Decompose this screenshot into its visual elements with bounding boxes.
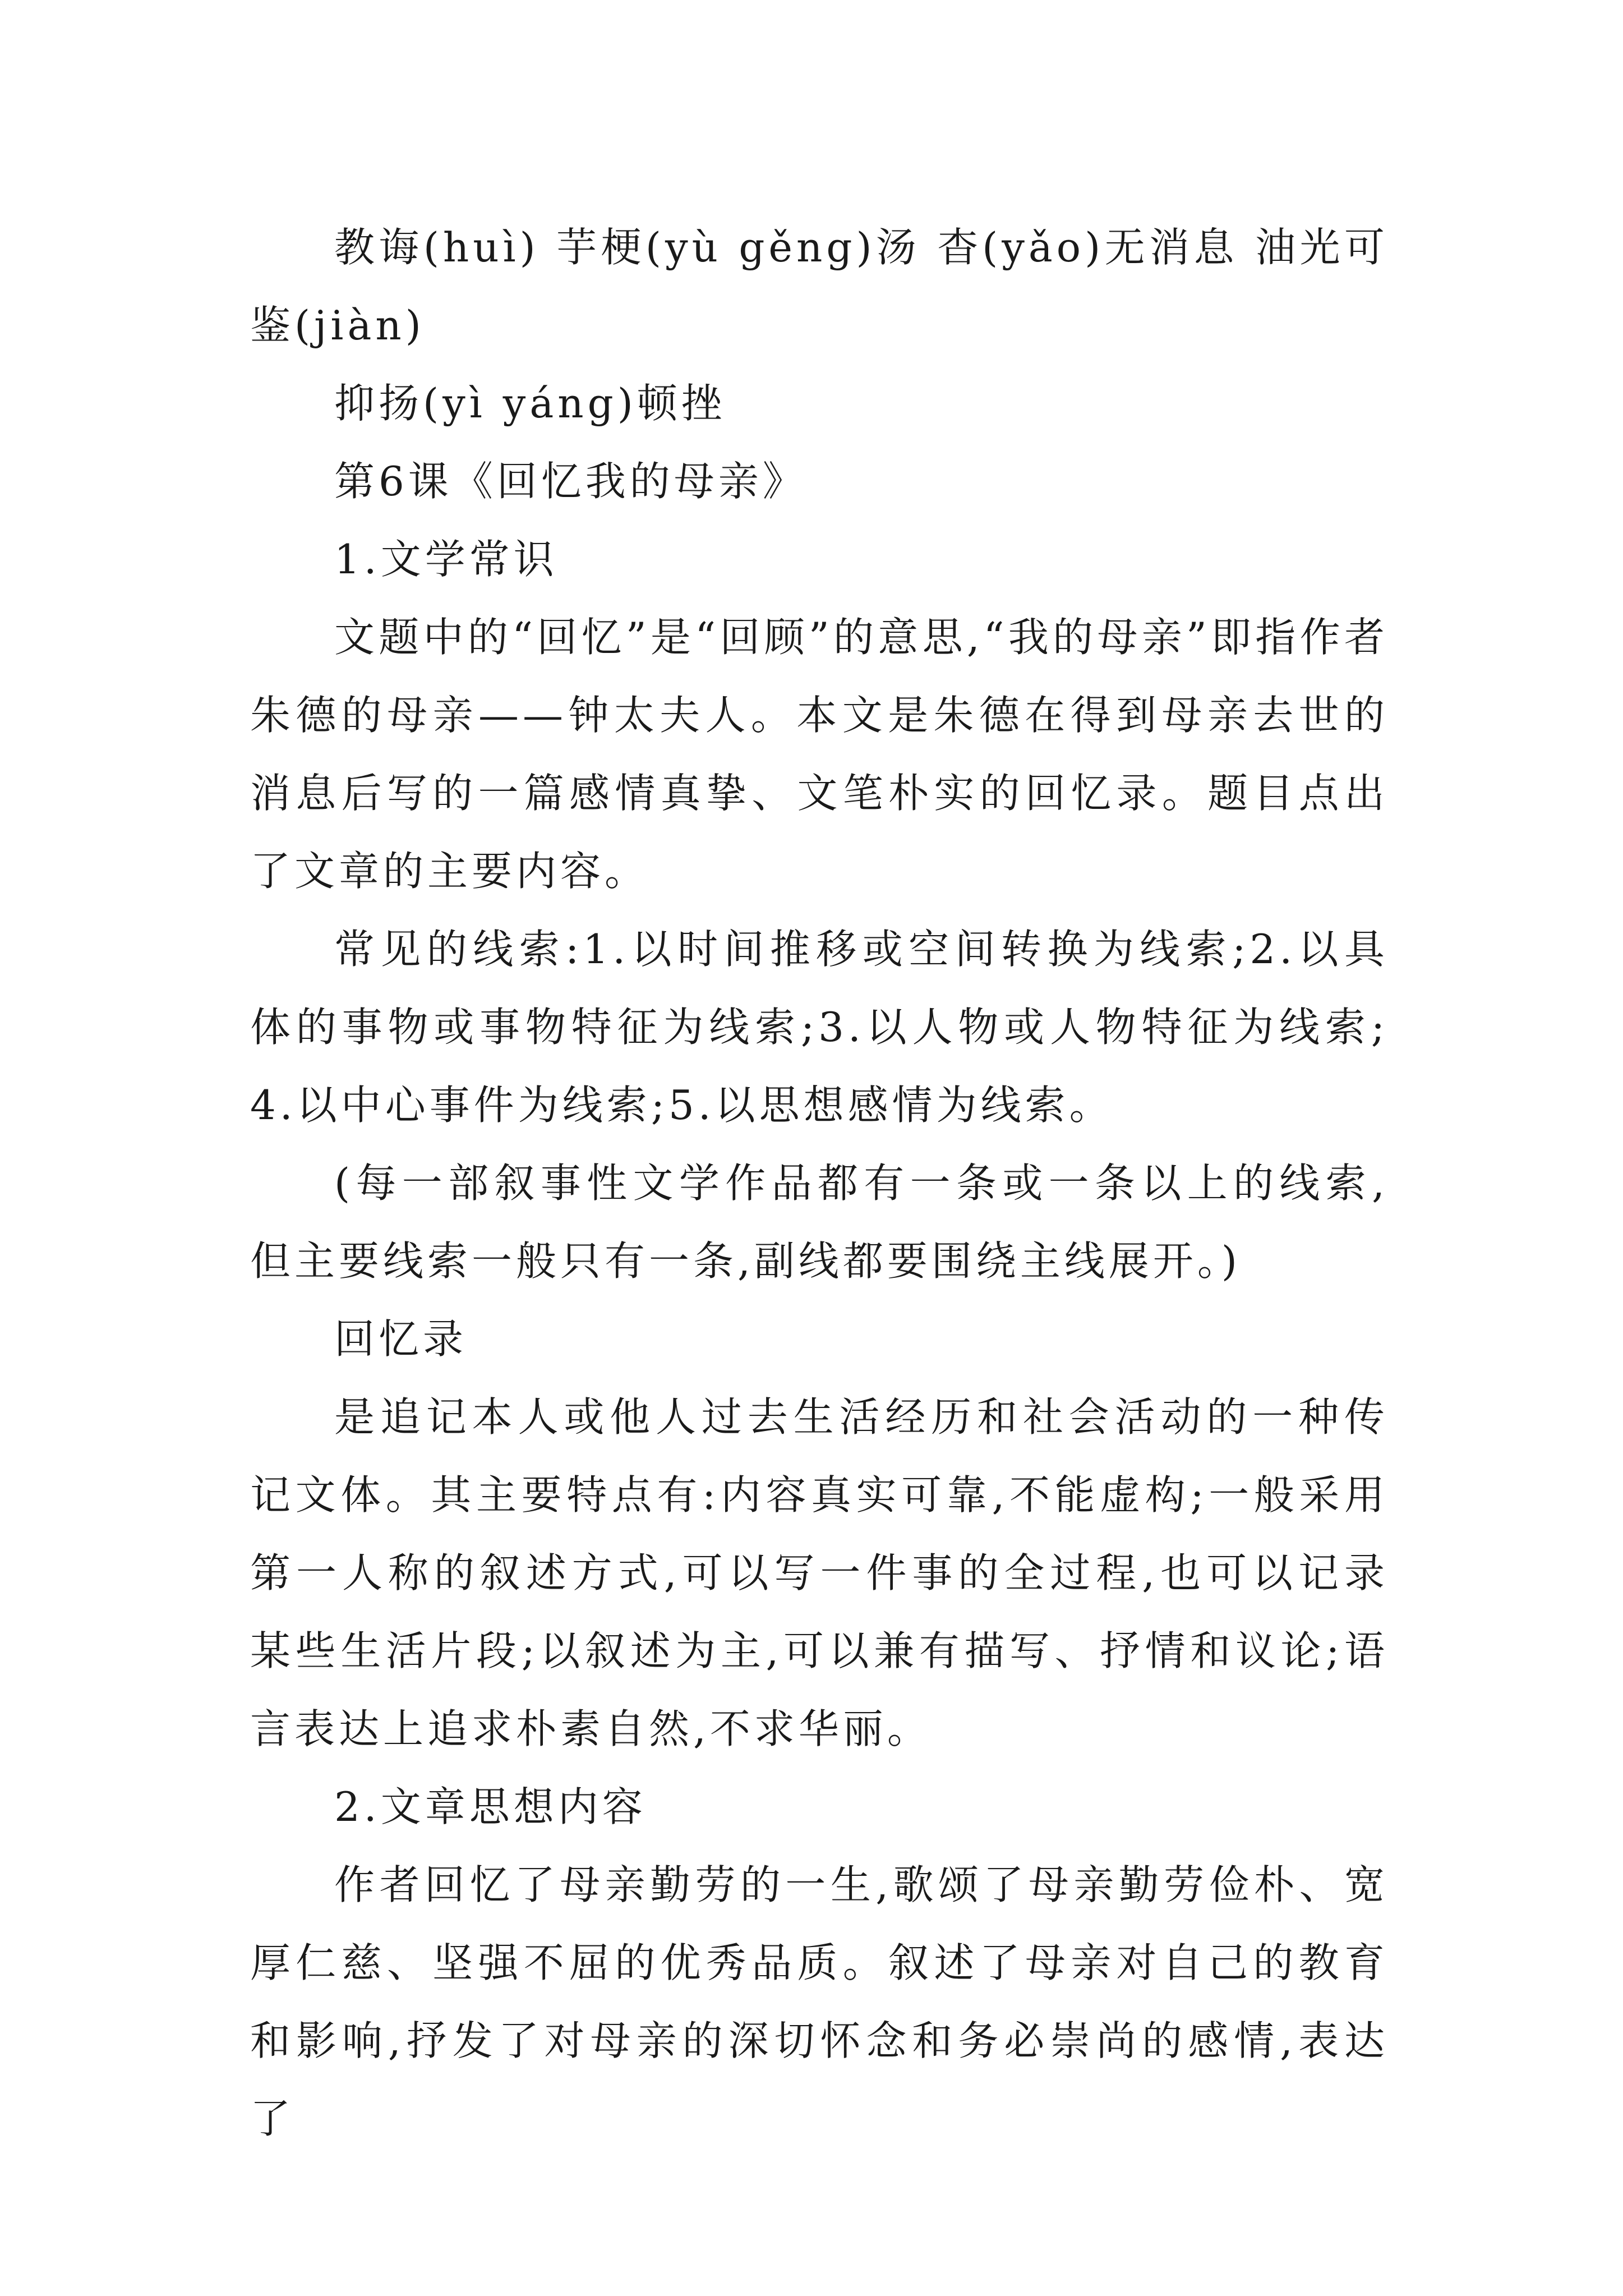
paragraph-memoir-definition: 是追记本人或他人过去生活经历和社会活动的一种传记文体。其主要特点有:内容真实可靠,不能虚构;一般采用第一人称的叙述方式,可以写一件事的全过程,也可以记录某些生活片段;以叙述为主,可以兼有描写、抒情和议论;语言表达上追求朴素自然,不求华丽。 [250, 1393, 1389, 1752]
section-heading-literary-knowledge: 1.文学常识 [334, 536, 558, 583]
section-heading-content: 2.文章思想内容 [334, 1783, 647, 1830]
term-memoir: 回忆录 [334, 1315, 468, 1363]
paragraph-title-explanation: 文题中的“回忆”是“回顾”的意思,“我的母亲”即指作者朱德的母亲——钟太夫人。本文是朱德在得到母亲去世的消息后写的一篇感情真挚、文笔朴实的回忆录。题目点出了文章的主要内容。 [250, 614, 1389, 895]
paragraph-content-summary: 作者回忆了母亲勤劳的一生,歌颂了母亲勤劳俭朴、宽厚仁慈、坚强不屈的优秀品质。叙述了母亲对自己的教育和影响,抒发了对母亲的深切怀念和务必崇尚的感情,表达了 [250, 1861, 1389, 2142]
paragraph-clue-note: (每一部叙事性文学作品都有一条或一条以上的线索,但主要线索一般只有一条,副线都要围绕主线展开。) [250, 1159, 1389, 1285]
document-body [250, 209, 1389, 2158]
vocab-line-1: 教诲(huì) 芋梗(yù gěng)汤 杳(yǎo)无消息 油光可鉴(jiàn) [250, 224, 1389, 349]
paragraph-common-clues: 常见的线索:1.以时间推移或空间转换为线索;2.以具体的事物或事物特征为线索;3.以人物或人物特征为线索;4.以中心事件为线索;5.以思想感情为线索。 [250, 926, 1389, 1129]
vocab-line-2: 抑扬(yì yáng)顿挫 [334, 380, 726, 427]
lesson-title: 第6课《回忆我的母亲》 [334, 458, 807, 505]
